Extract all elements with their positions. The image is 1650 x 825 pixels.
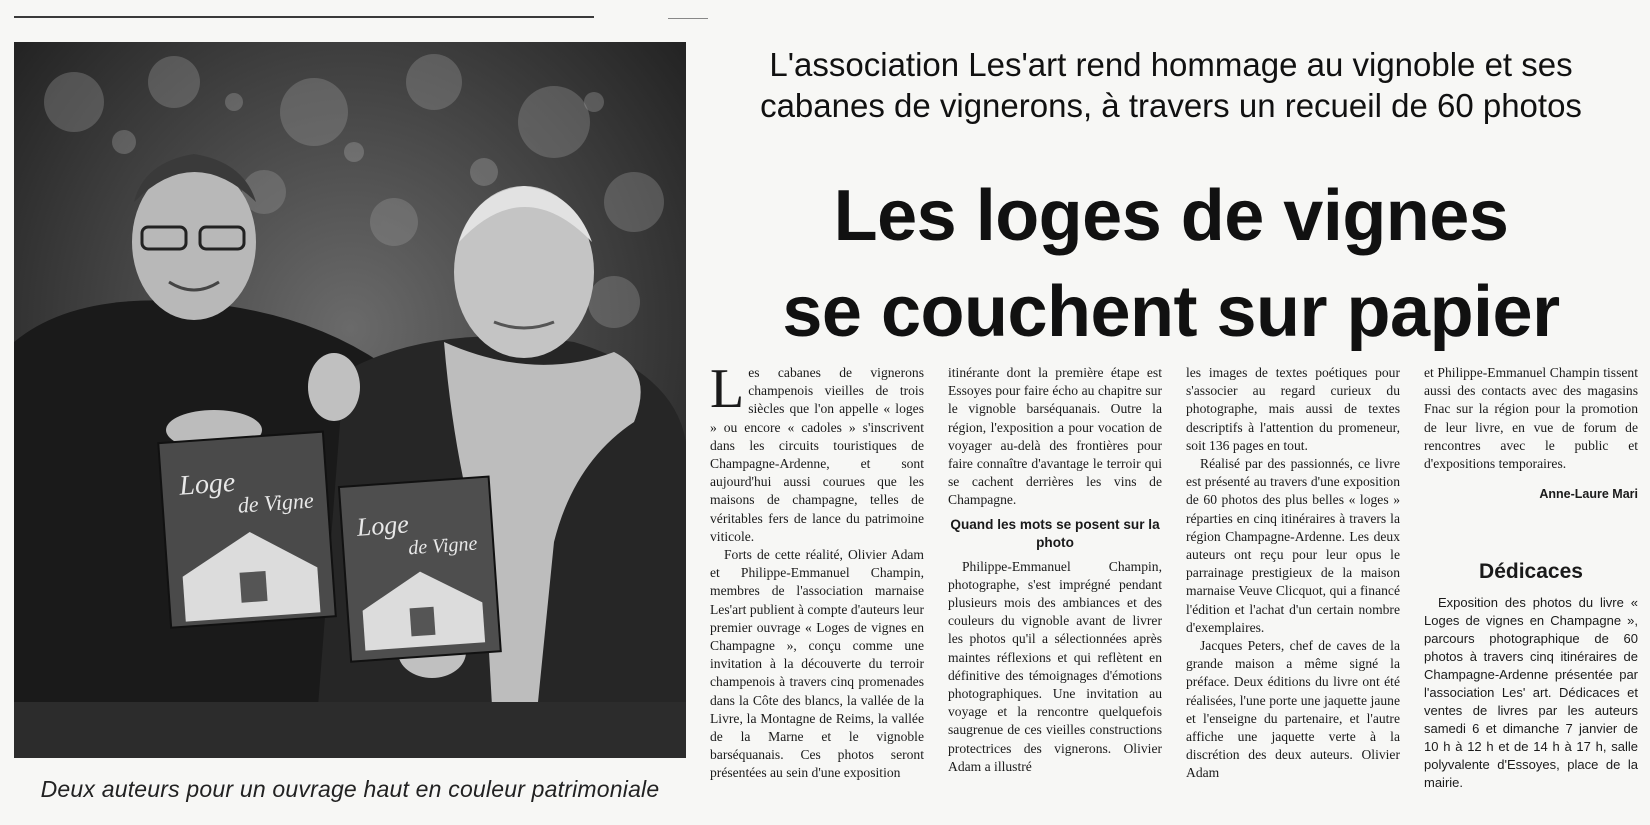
paragraph-5: les images de textes poétiques pour s'associer au regard curieux du photographe, mais aussi de textes descriptifs à l'attention du promeneur, soit 136 pages en tout. (1186, 365, 1400, 453)
article-column-3 (1186, 364, 1400, 783)
article-column-1 (710, 358, 924, 783)
article-photo (14, 42, 686, 758)
headline-line-2: se couchent sur papier (782, 272, 1560, 352)
drop-cap: L (710, 358, 745, 420)
svg-text:Loge: Loge (178, 466, 237, 502)
top-rule (14, 16, 594, 18)
paragraph-4: Philippe-Emmanuel Champin, photographe, s'est imprégné pendant plusieurs mois des ambiances et des couleurs du vignoble avant de livrer les photos qu'il a sélectionnées après maintes réflexions et qui reflètent en définitive des témoignages d'émotions photographiques. Une invitation au voyage et la rencontre quelquefois saugrenue de ces vieilles constructions protectrices des vignerons. Olivier Adam a illustré (948, 558, 1162, 774)
article-author: Anne-Laure Mari (1539, 487, 1638, 502)
article-kicker: L'association Les'art rend hommage au vignoble et ses cabanes de vignerons, à travers un recueil de 60 photos (760, 46, 1582, 124)
svg-text:de Vigne: de Vigne (236, 487, 315, 518)
svg-text:Loge: Loge (355, 509, 410, 542)
paragraph-1-text: es cabanes de vignerons champenois vieilles de trois siècles que l'on appelle « loges » ou encore « cadoles » s'inscrivent dans les circuits touristiques de Champagne-Ardenne, et sont aujourd'hui aussi courues que les maisons de champagne, telles de véritables fers de lance du patrimoine viticole. (710, 365, 924, 544)
photo-illustration (14, 42, 686, 758)
article-subhead: Quand les mots se posent sur la photo (950, 516, 1160, 550)
headline-line-1: Les loges de vignes (833, 176, 1509, 256)
photo-caption: Deux auteurs pour un ouvrage haut en couleur patrimoniale (40, 776, 660, 802)
svg-text:de Vigne: de Vigne (407, 532, 479, 560)
article-headline (706, 168, 1636, 360)
paragraph-3: itinérante dont la première étape est Essoyes pour faire écho au chapitre sur le vignoble barséquanais. Outre la région, l'exposition a pour vocation de voyager au-delà des frontières pour faire connaître d'avantage le terroir qui se cachent derrières les vins de Champagne. (948, 365, 1162, 508)
top-rule-short (668, 18, 708, 19)
paragraph-2: Forts de cette réalité, Olivier Adam et Philippe-Emmanuel Champin, membres de l'association marnaise Les'art publient à compte d'auteurs leur premier ouvrage « Loges de vignes en Champagne », conçu comme une invitation à la découverte du terroir champenois à travers cinq promenades dans la Côte des blancs, la vallée de la Livre, la Montagne de Reims, la vallée de la Marne et le vignoble barséquanais. Ces photos seront présentées au sein d'une exposition (710, 547, 924, 781)
paragraph-8: et Philippe-Emmanuel Champin tissent aussi des contacts avec des magasins Fnac sur la région pour la promotion de leur livre, en vue de forum de rencontres avec le public et d'expositions temporaires. (1424, 365, 1638, 472)
paragraph-1 (710, 358, 924, 546)
article-column-4 (1424, 364, 1638, 792)
article-column-2 (948, 364, 1162, 776)
dedicaces-title: Dédicaces (1479, 560, 1583, 584)
paragraph-6: Réalisé par des passionnés, ce livre est présenté au travers d'une exposition de 60 photos des plus belles « loges » réparties en cinq itinéraires à travers la région Champagne-Ardenne. Les deux auteurs ont reçu pour leur opus le parrainage prestigieux de la maison marnaise Veuve Clicquot, qui a financé l'édition et l'achat d'un certain nombre d'exemplaires. (1186, 456, 1400, 635)
paragraph-7: Jacques Peters, chef de caves de la grande maison a même signé la préface. Deux éditions du livre ont été réalisées, l'une porte une jaquette jaune et l'enseigne du partenaire, et l'autre affiche une jaquette verte à la discrétion des deux auteurs. Olivier Adam (1186, 638, 1400, 781)
dedicaces-box (1424, 594, 1638, 792)
dedicaces-text: Exposition des photos du livre « Loges de vignes en Champagne », parcours photographique de 60 photos à travers cinq itinéraires de Champagne-Ardenne présentée par l'association Les' art. Dédicaces et ventes de livres par les auteurs samedi 6 et dimanche 7 janvier de 10 h à 12 h et de 14 h à 17 h, salle polyvalente d'Essoyes, place de la mairie. (1424, 594, 1638, 790)
